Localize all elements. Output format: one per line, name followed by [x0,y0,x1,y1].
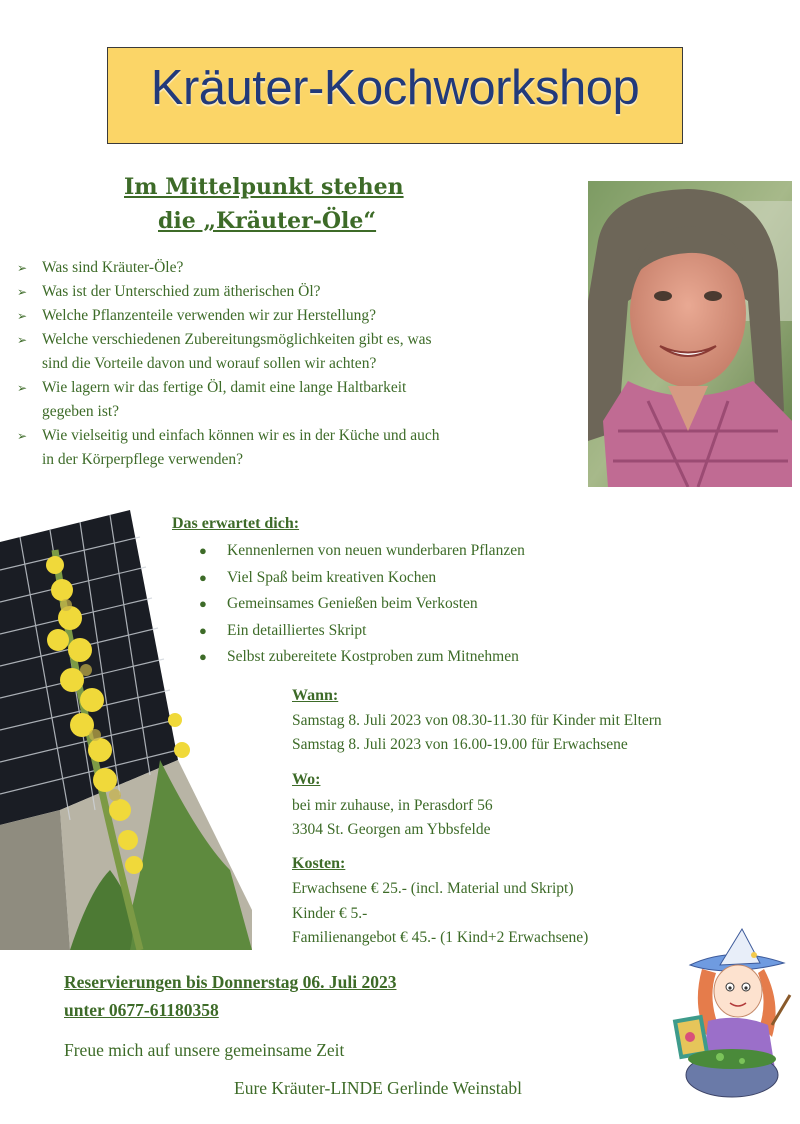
heading-line-1: Im Mittelpunkt stehen [124,174,404,200]
bullet-dot-icon: ● [199,543,207,558]
question-item: ➢ Welche Pflanzenteile verwenden wir zur Herstellung? [17,304,577,328]
costs-label: Kosten: [292,855,346,872]
arrow-bullet-icon: ➢ [17,309,28,323]
costs-line-1: Erwachsene € 25.- (incl. Material und Skript) [292,880,574,897]
question-item: ➢ Was sind Kräuter-Öle? [17,256,577,280]
arrow-bullet-icon: ➢ [17,261,28,275]
closing-text: Freue mich auf unsere gemeinsame Zeit [64,1040,345,1060]
expect-item: ● Selbst zubereitete Kostproben zum Mitnehmen [195,644,755,671]
page-title: Kräuter-Kochworkshop [150,61,640,115]
witch-illustration [672,925,794,1105]
signature: Eure Kräuter-LINDE Gerlinde Weinstabl [234,1078,523,1098]
costs-line-2: Kinder € 5.- [292,905,368,922]
when-label: Wann: [292,687,339,704]
heading-line-2: die „Kräuter-Öle“ [158,208,377,234]
when-line-2: Samstag 8. Juli 2023 von 16.00-19.00 für Erwachsene [292,736,628,753]
arrow-bullet-icon: ➢ [17,381,28,395]
question-item: ➢ Welche verschiedenen Zubereitungsmöglichkeiten gibt es, was sind die Vorteile davon und worauf sollen wir achten? [17,328,577,376]
reservation-line-1: Reservierungen bis Donnerstag 06. Juli 2023 [64,972,397,992]
expect-heading: Das erwartet dich: [172,515,300,532]
where-label: Wo: [292,771,321,788]
questions-list [17,256,577,472]
when-line-1: Samstag 8. Juli 2023 von 08.30-11.30 für Kinder mit Eltern [292,712,662,729]
expect-item: ● Viel Spaß beim kreativen Kochen [195,565,755,592]
bullet-dot-icon: ● [199,596,207,611]
expect-item: ● Gemeinsames Genießen beim Verkosten [195,591,755,618]
bullet-dot-icon: ● [199,569,207,585]
arrow-bullet-icon: ➢ [17,333,28,347]
bullet-dot-icon: ● [199,622,207,638]
reservation-phone: unter 0677-61180358 [64,1000,219,1020]
where-line-1: bei mir zuhause, in Perasdorf 56 [292,797,493,814]
portrait-photo [588,181,792,487]
question-item: ➢ Wie vielseitig und einfach können wir es in der Küche und auch in der Körperpflege verwenden? [17,424,577,472]
costs-line-3: Familienangebot € 45.- (1 Kind+2 Erwachsene) [292,929,589,946]
expect-item: ● Kennenlernen von neuen wunderbaren Pflanzen [195,538,755,565]
arrow-bullet-icon: ➢ [17,285,28,299]
expect-item: ● Ein detailliertes Skript [195,618,755,645]
where-line-2: 3304 St. Georgen am Ybbsfelde [292,821,491,838]
question-item: ➢ Wie lagern wir das fertige Öl, damit eine lange Haltbarkeit gegeben ist? [17,376,577,424]
bullet-dot-icon: ● [199,649,207,664]
arrow-bullet-icon: ➢ [17,429,28,443]
expect-list [195,538,755,671]
question-item: ➢ Was ist der Unterschied zum ätherischen Öl? [17,280,577,304]
